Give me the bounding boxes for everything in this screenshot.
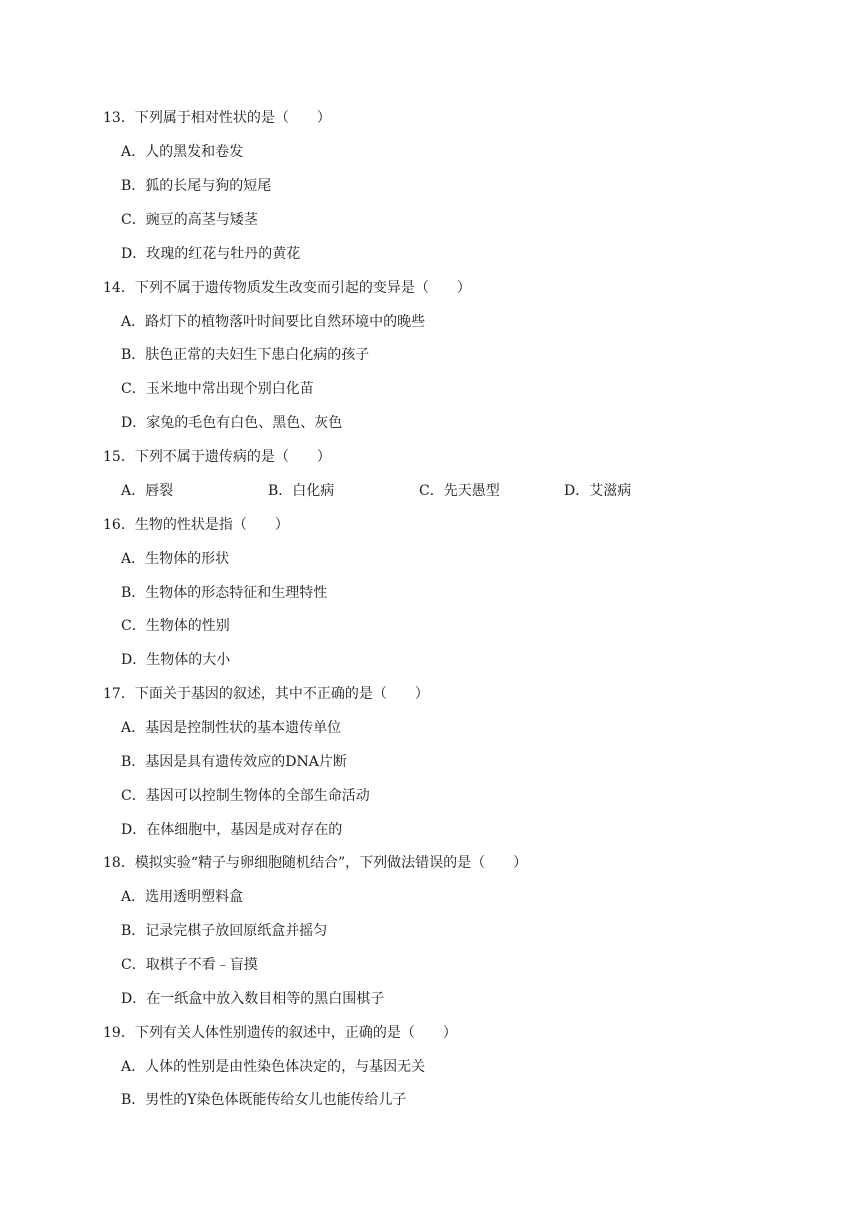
- question-13-option-c: C．豌豆的高茎与矮茎: [121, 212, 258, 228]
- question-16-option-d: D．生物体的大小: [121, 652, 231, 668]
- question-13-option-a: A．人的黑发和卷发: [121, 144, 244, 160]
- question-16-stem: 16．生物的性状是指（ ）: [103, 517, 289, 533]
- question-15-option-d: D．艾滋病: [564, 483, 632, 499]
- question-18-option-d: D．在一纸盒中放入数目相等的黑白围棋子: [121, 991, 385, 1007]
- question-13-option-b: B．狐的长尾与狗的短尾: [121, 178, 272, 194]
- question-15-stem: 15．下列不属于遗传病的是（ ）: [103, 449, 331, 465]
- question-19-option-b: B．男性的Y染色体既能传给女儿也能传给儿子: [121, 1092, 407, 1108]
- question-17-stem: 17．下面关于基因的叙述，其中不正确的是（ ）: [103, 686, 429, 702]
- question-17-option-b: B．基因是具有遗传效应的DNA片断: [121, 754, 347, 770]
- question-15-option-b: B．白化病: [268, 483, 335, 499]
- question-15-option-a: A．唇裂: [121, 483, 174, 499]
- question-17-option-d: D．在体细胞中，基因是成对存在的: [121, 822, 343, 838]
- question-14-option-d: D．家兔的毛色有白色、黑色、灰色: [121, 415, 343, 431]
- question-15-options-row: [121, 481, 681, 501]
- question-13-option-d: D．玫瑰的红花与牡丹的黄花: [121, 246, 301, 262]
- question-16-option-c: C．生物体的性别: [121, 618, 230, 634]
- question-16-option-a: A．生物体的形状: [121, 551, 230, 567]
- question-18-stem: 18．模拟实验“精子与卵细胞随机结合”，下列做法错误的是（ ）: [103, 855, 528, 871]
- question-18-option-a: A．选用透明塑料盒: [121, 889, 244, 905]
- question-18-option-c: C．取棋子不看﹣盲摸: [121, 957, 258, 973]
- question-19-option-a: A．人体的性别是由性染色体决定的，与基因无关: [121, 1059, 426, 1075]
- question-14-stem: 14．下列不属于遗传物质发生改变而引起的变异是（ ）: [103, 280, 471, 296]
- question-15-option-c: C．先天愚型: [419, 483, 500, 499]
- question-14-option-a: A．路灯下的植物落叶时间要比自然环境中的晚些: [121, 314, 426, 330]
- question-17-option-a: A．基因是控制性状的基本遗传单位: [121, 720, 342, 736]
- question-16-option-b: B．生物体的形态特征和生理特性: [121, 585, 328, 601]
- question-14-option-c: C．玉米地中常出现个别白化苗: [121, 381, 314, 397]
- question-17-option-c: C．基因可以控制生物体的全部生命活动: [121, 788, 370, 804]
- question-13-stem: 13．下列属于相对性状的是（ ）: [103, 110, 331, 126]
- question-14-option-b: B．肤色正常的夫妇生下患白化病的孩子: [121, 347, 370, 363]
- question-19-stem: 19．下列有关人体性别遗传的叙述中，正确的是（ ）: [103, 1025, 457, 1041]
- question-18-option-b: B．记录完棋子放回原纸盒并摇匀: [121, 923, 328, 939]
